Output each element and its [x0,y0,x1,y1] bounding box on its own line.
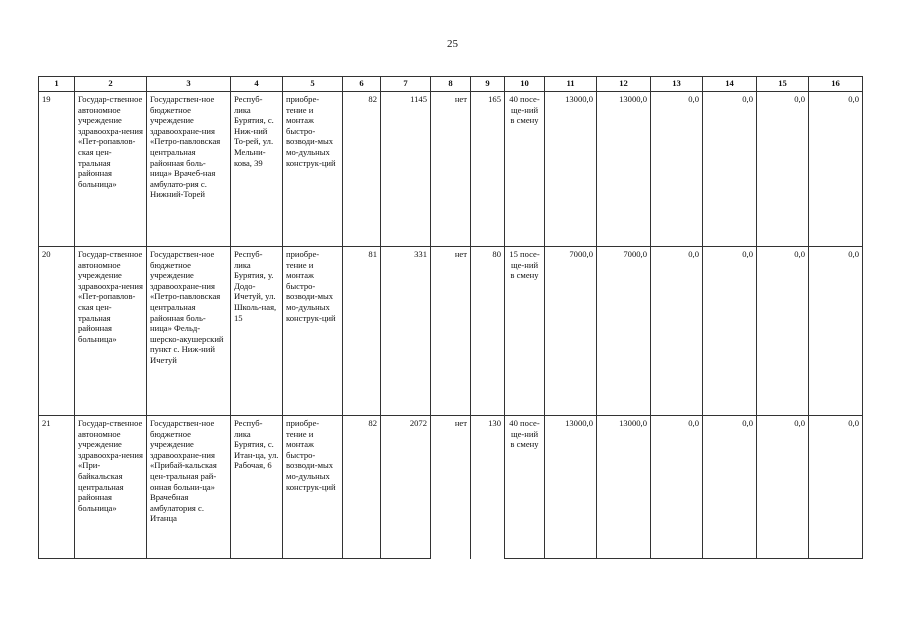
header-cell: 4 [231,77,283,92]
cell-capacity: 40 посе-ще-ний в смену [505,416,545,559]
cell-col12: 7000,0 [597,247,651,416]
cell-col11: 13000,0 [545,416,597,559]
cell-col15: 0,0 [757,92,809,247]
header-cell: 3 [147,77,231,92]
cell-organization: Государ-ственное автономное учреждение здравоохра-нения «При-байкальская центральная районная больница» [75,416,147,559]
cell-col14: 0,0 [703,416,757,559]
cell-col9: 80 [471,247,505,416]
cell-address: Респуб-лика Бурятия, с. Итан-ца, ул. Рабочая, 6 [231,416,283,559]
header-cell: 9 [471,77,505,92]
cell-organization: Государ-ственное автономное учреждение здравоохра-нения «Пет-ропавлов-ская цен-тральная районная больница» [75,247,147,416]
cell-work-type: приобре-тение и монтаж быстро-возводи-мых мо-дульных конструк-ций [283,92,343,247]
header-cell: 8 [431,77,471,92]
data-table [38,76,863,559]
cell-col12: 13000,0 [597,92,651,247]
table-row [39,92,863,247]
cell-col6: 82 [343,416,381,559]
cell-col16: 0,0 [809,92,863,247]
cell-col12: 13000,0 [597,416,651,559]
cell-col16: 0,0 [809,247,863,416]
cell-capacity: 40 посе-ще-ний в смену [505,92,545,247]
cell-col7: 331 [381,247,431,416]
header-cell: 12 [597,77,651,92]
header-cell: 16 [809,77,863,92]
cell-col9: 130 [471,416,505,559]
row-number: 19 [39,92,75,247]
cell-col6: 82 [343,92,381,247]
cell-organization: Государ-ственное автономное учреждение здравоохра-нения «Пет-ропавлов-ская цен-тральная районная больница» [75,92,147,247]
cell-col13: 0,0 [651,92,703,247]
header-cell: 6 [343,77,381,92]
cell-facility: Государствен-ное бюджетное учреждение здравоохране-ния «Петро-павловская центральная районная боль-ница» Врачеб-ная амбулато-рия с. Нижний-Торей [147,92,231,247]
cell-col14: 0,0 [703,92,757,247]
cell-capacity: 15 посе-ще-ний в смену [505,247,545,416]
header-cell: 2 [75,77,147,92]
header-cell: 5 [283,77,343,92]
header-cell: 14 [703,77,757,92]
header-cell: 13 [651,77,703,92]
cell-col7: 1145 [381,92,431,247]
header-row [39,77,863,92]
header-cell: 15 [757,77,809,92]
cell-address: Респуб-лика Бурятия, с. Ниж-ний То-рей, ул. Мельни-кова, 39 [231,92,283,247]
cell-col15: 0,0 [757,247,809,416]
header-cell: 10 [505,77,545,92]
cell-col7: 2072 [381,416,431,559]
cell-col13: 0,0 [651,416,703,559]
cell-col13: 0,0 [651,247,703,416]
cell-col8: нет [431,416,471,559]
table-row [39,416,863,559]
cell-work-type: приобре-тение и монтаж быстро-возводи-мых мо-дульных конструк-ций [283,247,343,416]
table-row [39,247,863,416]
row-number: 21 [39,416,75,559]
cell-col8: нет [431,92,471,247]
cell-facility: Государствен-ное бюджетное учреждение здравоохране-ния «Прибай-кальская цен-тральная рай-онная больни-ца» Врачебная амбулатория с. Итанца [147,416,231,559]
cell-col11: 13000,0 [545,92,597,247]
cell-address: Респуб-лика Бурятия, у. Додо-Ичетуй, ул. Школь-ная, 15 [231,247,283,416]
header-cell: 1 [39,77,75,92]
cell-col15: 0,0 [757,416,809,559]
cell-col16: 0,0 [809,416,863,559]
cell-work-type: приобре-тение и монтаж быстро-возводи-мых мо-дульных конструк-ций [283,416,343,559]
header-cell: 7 [381,77,431,92]
cell-col8: нет [431,247,471,416]
cell-facility: Государствен-ное бюджетное учреждение здравоохране-ния «Петро-павловская центральная районная боль-ница» Фельд-шерско-акушерский пункт с. Ниж-ний Ичетуй [147,247,231,416]
header-cell: 11 [545,77,597,92]
cell-col11: 7000,0 [545,247,597,416]
cell-col9: 165 [471,92,505,247]
page-number: 25 [447,38,458,50]
cell-col6: 81 [343,247,381,416]
row-number: 20 [39,247,75,416]
cell-col14: 0,0 [703,247,757,416]
